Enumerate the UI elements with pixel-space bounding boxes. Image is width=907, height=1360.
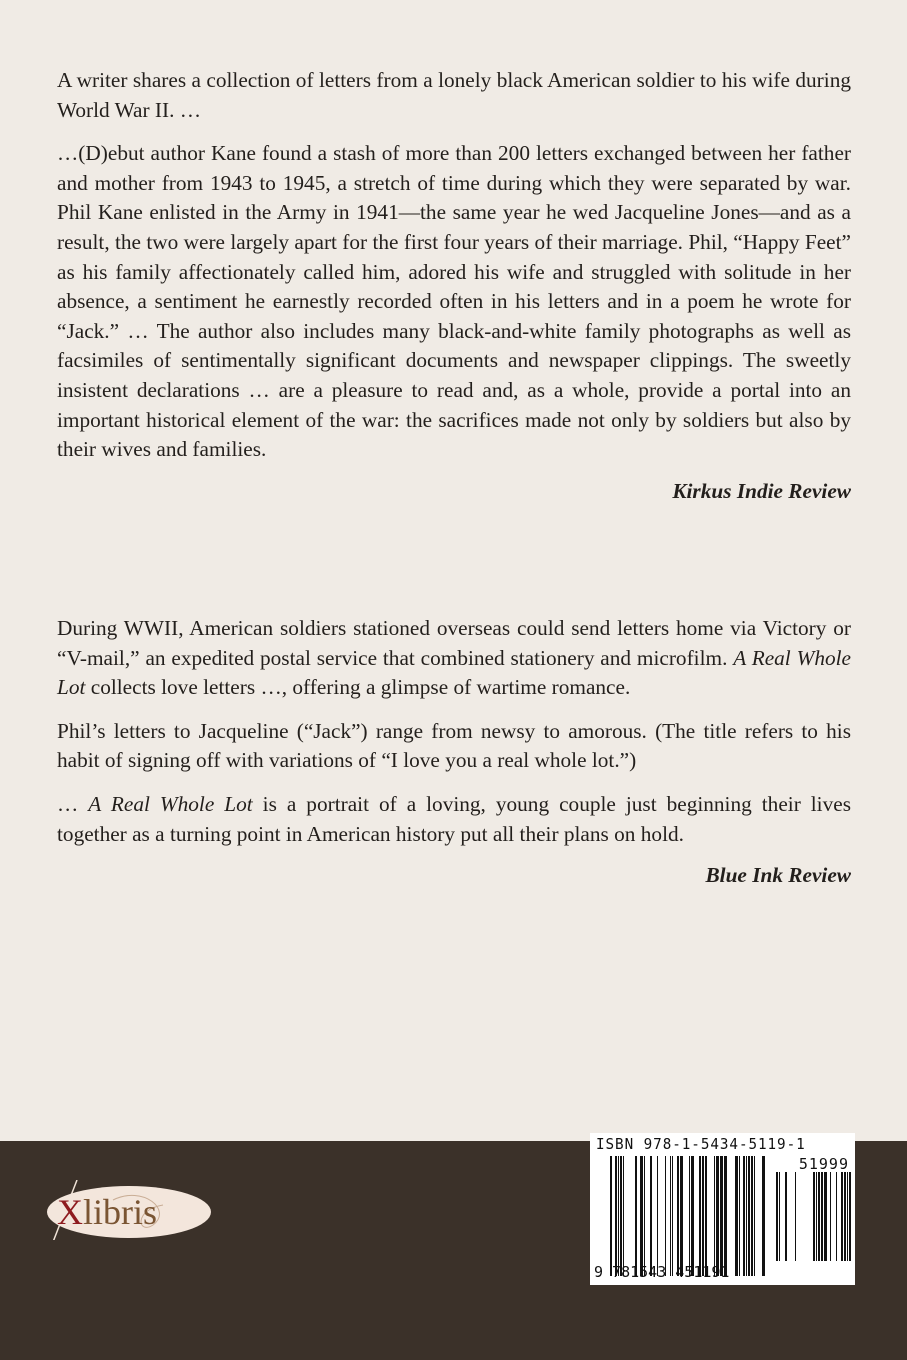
barcode-bar	[754, 1156, 755, 1276]
barcode-bar	[849, 1172, 851, 1261]
barcode-bar	[699, 1156, 701, 1276]
barcode-bar	[836, 1172, 837, 1261]
barcode-bar	[680, 1156, 683, 1276]
barcode-bar	[746, 1156, 747, 1276]
price-code: 51999	[798, 1155, 849, 1173]
barcode-bar	[610, 1156, 612, 1276]
review-paragraph	[57, 790, 851, 849]
barcode-bar	[724, 1156, 727, 1276]
text: collects love letters …, offering a glimpse of wartime romance.	[85, 675, 631, 700]
barcode-bar	[635, 1156, 637, 1276]
barcode-bar	[677, 1156, 679, 1276]
review-paragraph	[57, 614, 851, 703]
barcode-bar	[689, 1156, 690, 1276]
svg-text:libris: libris	[83, 1192, 158, 1232]
barcode-bar	[618, 1156, 619, 1276]
barcode-bar	[818, 1172, 820, 1261]
barcode-bar	[824, 1172, 827, 1261]
barcode-bar	[644, 1156, 645, 1276]
text: is a portrait of a loving, young couple just beginning their lives together as a turning point in American history put all their plans on hold.	[57, 791, 851, 846]
barcode-bar	[672, 1156, 673, 1276]
barcode-bar	[705, 1156, 707, 1276]
barcode-bar	[743, 1156, 745, 1276]
barcode-bar	[785, 1172, 787, 1261]
barcode-bar	[821, 1172, 823, 1261]
review-source: Blue Ink Review	[705, 863, 851, 888]
barcode-bar	[714, 1156, 715, 1276]
barcode-bar	[620, 1156, 622, 1276]
barcode-bar	[847, 1172, 848, 1261]
svg-text:X: X	[57, 1192, 83, 1232]
barcode-bar	[650, 1156, 652, 1276]
barcode-bar	[776, 1172, 778, 1261]
barcode-bar	[720, 1156, 723, 1276]
book-title: A Real Whole Lot	[88, 791, 253, 816]
barcode-bar	[716, 1156, 719, 1276]
barcode-bar	[779, 1172, 780, 1261]
barcode-bar	[670, 1156, 671, 1276]
barcode-bar	[844, 1172, 846, 1261]
barcode-bar	[615, 1156, 617, 1276]
barcode-bar	[735, 1156, 738, 1276]
text: …	[57, 791, 89, 816]
blue-ink-review	[57, 614, 851, 891]
kirkus-review	[57, 66, 851, 506]
barcode-bar	[751, 1156, 753, 1276]
barcode-bar	[739, 1156, 740, 1276]
ean-number: 9 781543 451191	[594, 1263, 730, 1281]
barcode-bar	[691, 1156, 694, 1276]
review-source: Kirkus Indie Review	[672, 478, 851, 503]
barcode-bar	[795, 1172, 796, 1261]
review-paragraph: …(D)ebut author Kane found a stash of more than 200 letters exchanged between her father and mother from 1943 to 1945, a stretch of time during which they were separated by war. Phil Kane enlisted in the Army in 1941—the same year he wed Jacqueline Jones—and as a result, the two were largely apart for the first four years of their marriage. Phil, “Happy Feet” as his family affectionately called him, adored his wife and struggled with solitude in her absence, a sentiment he earnestly recorded often in his letters and in a poem he wrote for “Jack.” … The author also includes many black-and-white family photographs as well as facsimiles of sentimentally significant documents and newspaper clippings. The sweetly insistent declarations … are a pleasure to read and, as a whole, provide a portal into an important historical element of the war: the sacrifices made not only by soldiers but also by their wives and families.	[57, 141, 851, 462]
barcode-bar	[665, 1156, 666, 1276]
barcode-bar	[623, 1156, 624, 1276]
barcode-bar	[816, 1172, 817, 1261]
barcode-bar	[830, 1172, 831, 1261]
review-paragraph: A writer shares a collection of letters from a lonely black American soldier to his wife during World War II. …	[57, 68, 851, 122]
isbn-barcode	[590, 1133, 855, 1285]
xlibris-logo	[43, 1180, 219, 1240]
barcode-bar	[702, 1156, 704, 1276]
isbn-number: ISBN 978-1-5434-5119-1	[596, 1135, 806, 1153]
book-title: A Real Whole Lot	[57, 645, 851, 700]
barcode-bar	[762, 1156, 765, 1276]
review-paragraph: Phil’s letters to Jacqueline (“Jack”) range from newsy to amorous. (The title refers to his habit of signing off with variations of “I love you a real whole lot.”)	[57, 718, 851, 773]
text: During WWII, American soldiers stationed overseas could send letters home via Victory or “V-mail,” an expedited postal service that combined stationery and microfilm.	[57, 616, 851, 670]
barcode-bar	[640, 1156, 643, 1276]
barcode-bar	[748, 1156, 750, 1276]
barcode-bar	[841, 1172, 843, 1261]
barcode-bar	[657, 1156, 658, 1276]
barcode-bar	[813, 1172, 815, 1261]
